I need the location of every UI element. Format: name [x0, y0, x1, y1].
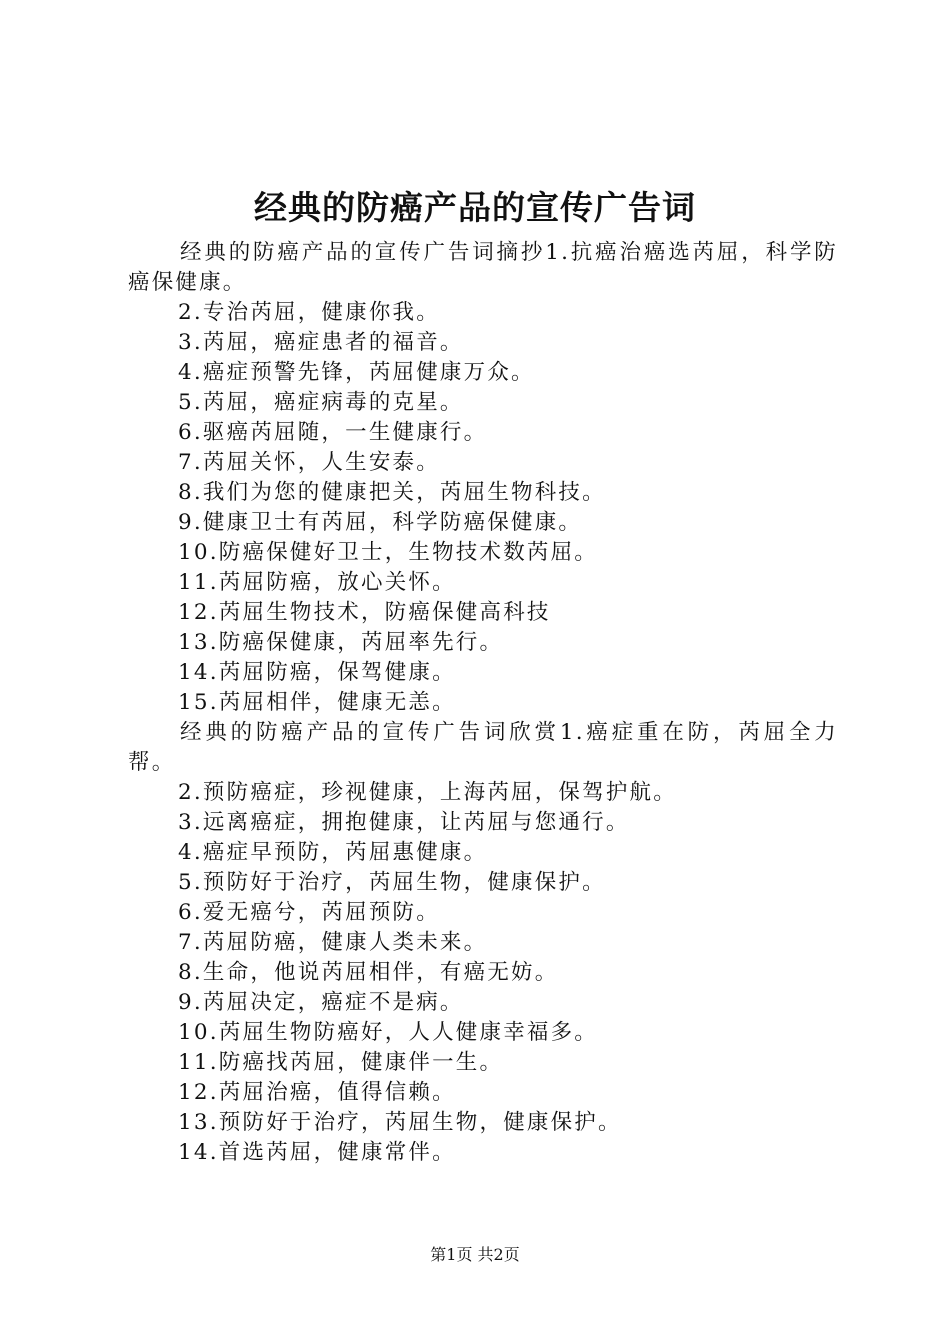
list-item: 14.首选芮屈，健康常伴。: [178, 1140, 456, 1165]
page-footer: 第1页 共2页: [430, 1245, 520, 1264]
list-item: 2.专治芮屈，健康你我。: [178, 300, 440, 325]
list-item: 6.驱癌芮屈随，一生健康行。: [178, 420, 488, 445]
list-item: 8.生命，他说芮屈相伴，有癌无妨。: [178, 960, 559, 985]
list-item: 12.芮屈生物技术，防癌保健高科技: [178, 600, 551, 625]
list-item: 7.芮屈防癌，健康人类未来。: [178, 930, 488, 955]
list-item: 15.芮屈相伴，健康无恙。: [178, 690, 456, 715]
list-item: 5.预防好于治疗，芮屈生物，健康保护。: [178, 870, 606, 895]
list-item: 3.远离癌症，拥抱健康，让芮屈与您通行。: [178, 810, 630, 835]
list-item: 13.防癌保健康，芮屈率先行。: [178, 630, 504, 655]
list-item: 11.防癌找芮屈，健康伴一生。: [178, 1050, 504, 1075]
list-item: 6.爱无癌兮，芮屈预防。: [178, 900, 440, 925]
list-item: 8.我们为您的健康把关，芮屈生物科技。: [178, 480, 606, 505]
list-item: 12.芮屈治癌，值得信赖。: [178, 1080, 456, 1105]
section1-list: [128, 298, 838, 718]
list-item: 2.预防癌症，珍视健康，上海芮屈，保驾护航。: [178, 780, 677, 805]
list-item: 10.芮屈生物防癌好，人人健康幸福多。: [178, 1020, 598, 1045]
page-title: 经典的防癌产品的宣传广告词: [254, 188, 696, 227]
list-item: 11.芮屈防癌，放心关怀。: [178, 570, 456, 595]
section2-list: [128, 778, 838, 1168]
document-body: [128, 238, 838, 1168]
list-item: 13.预防好于治疗，芮屈生物，健康保护。: [178, 1110, 622, 1135]
list-item: 4.癌症预警先锋，芮屈健康万众。: [178, 360, 535, 385]
list-item: 7.芮屈关怀，人生安泰。: [178, 450, 440, 475]
list-item: 9.健康卫士有芮屈，科学防癌保健康。: [178, 510, 583, 535]
list-item: 14.芮屈防癌，保驾健康。: [178, 660, 456, 685]
section1-intro: 经典的防癌产品的宣传广告词摘抄1.抗癌治癌选芮屈，科学防癌保健康。: [128, 240, 838, 295]
list-item: 10.防癌保健好卫士，生物技术数芮屈。: [178, 540, 598, 565]
list-item: 5.芮屈，癌症病毒的克星。: [178, 390, 464, 415]
list-item: 3.芮屈，癌症患者的福音。: [178, 330, 464, 355]
list-item: 4.癌症早预防，芮屈惠健康。: [178, 840, 488, 865]
section2-intro: 经典的防癌产品的宣传广告词欣赏1.癌症重在防，芮屈全力帮。: [128, 720, 838, 775]
list-item: 9.芮屈决定，癌症不是病。: [178, 990, 464, 1015]
